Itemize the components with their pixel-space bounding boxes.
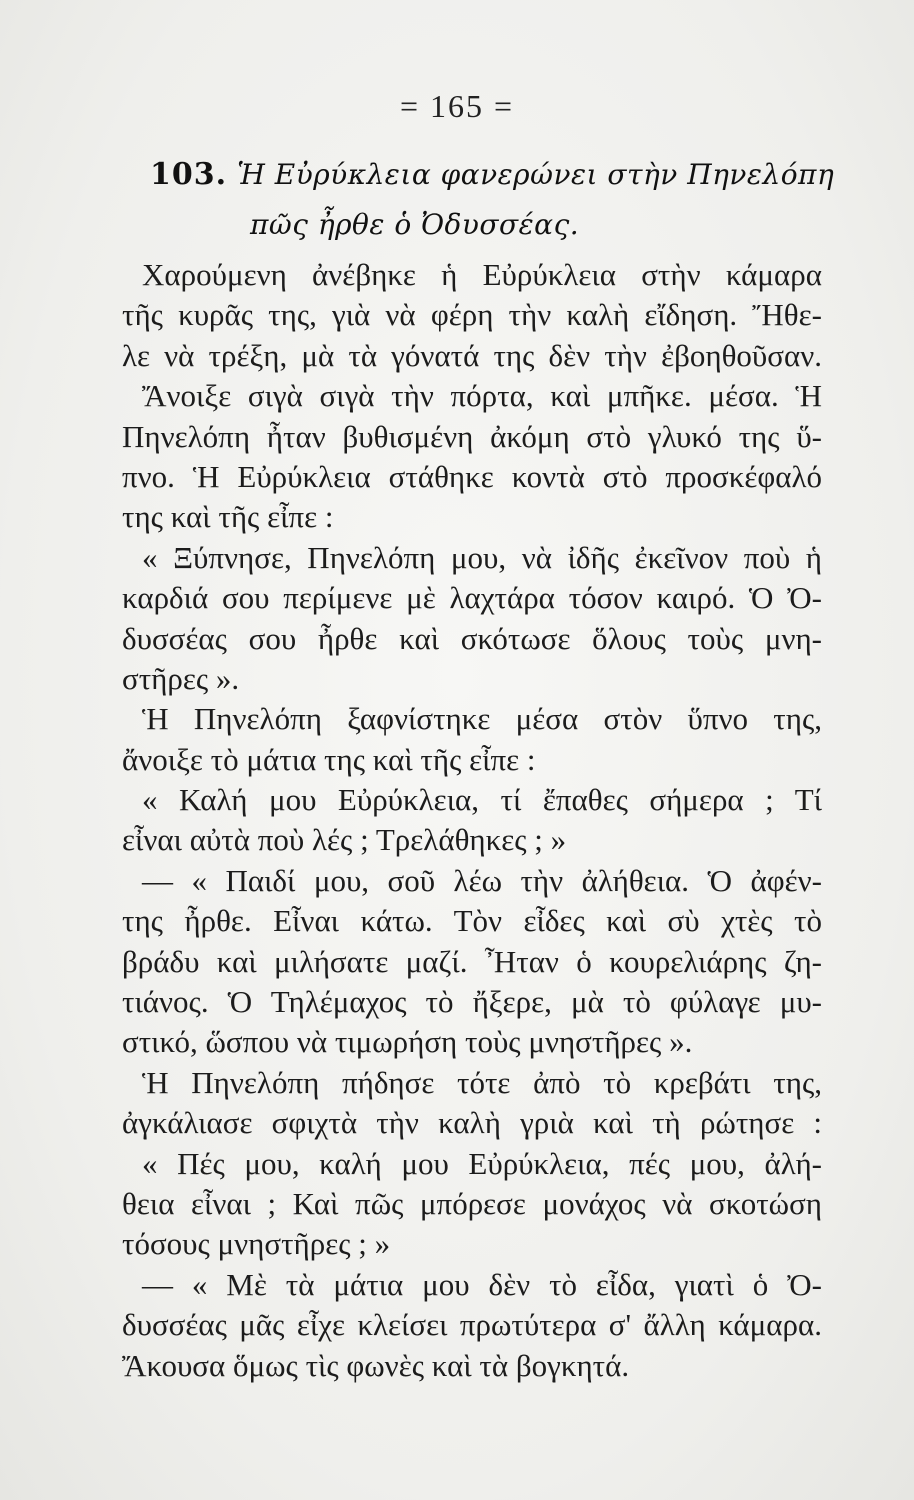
text-line: Ἡ Πηνελόπη πήδησε τότε ἀπὸ τὸ κρεβάτι της,: [142, 1064, 822, 1100]
page-number: = 165 =: [399, 88, 515, 124]
text-line: τιάνος. Ὁ Τηλέμαχος τὸ ἤξερε, μὰ τὸ φύλαγε μυ-: [122, 984, 822, 1020]
chapter-number: 103.: [150, 157, 228, 192]
text-line: ἄνοιξε τὸ μάτια της καὶ τῆς εἶπε :: [122, 741, 536, 777]
text-line: Πηνελόπη ἦταν βυθισμένη ἀκόμη στὸ γλυκό της ὕ-: [122, 418, 822, 454]
text-line: ἀγκάλιασε σφιχτὰ τὴν καλὴ γριὰ καὶ τὴ ρώτησε :: [122, 1105, 822, 1141]
text-line: καρδιά σου περίμενε μὲ λαχτάρα τόσον καιρό. Ὁ Ὀ-: [122, 580, 822, 616]
text-line: της ἦρθε. Εἶναι κάτω. Τὸν εἶδες καὶ σὺ χτὲς τὸ: [122, 903, 822, 939]
text-line: « Πές μου, καλή μου Εὐρύκλεια, πές μου, ἀλή-: [142, 1145, 822, 1181]
text-line: πνο. Ἡ Εὐρύκλεια στάθηκε κοντὰ στὸ προσκέφαλό: [122, 458, 822, 494]
body-text: [122, 255, 822, 1386]
text-line: « Καλή μου Εὐρύκλεια, τί ἔπαθες σήμερα ; Τί: [142, 782, 822, 818]
text-line: της καὶ τῆς εἶπε :: [122, 499, 334, 535]
text-line: — « Μὲ τὰ μάτια μου δὲν τὸ εἶδα, γιατὶ ὁ Ὀ-: [142, 1266, 822, 1302]
text-line: λε νὰ τρέξη, μὰ τὰ γόνατά της δὲν τὴν ἐβοηθοῦσαν.: [122, 337, 822, 373]
text-line: τῆς κυρᾶς της, γιὰ νὰ φέρη τὴν καλὴ εἴδηση. Ἤθε-: [122, 297, 822, 333]
text-line: εἶναι αὐτὰ ποὺ λές ; Τρελάθηκες ; »: [122, 822, 567, 858]
text-line: Ἄνοιξε σιγὰ σιγὰ τὴν πόρτα, καὶ μπῆκε. μέσα. Ἡ: [142, 378, 822, 414]
chapter-title-line-1: Ἡ Εὐρύκλεια φανερώνει στὴν Πηνελόπη: [237, 158, 835, 191]
text-line: θεια εἶναι ; Καὶ πῶς μπόρεσε μονάχος νὰ σκοτώση: [122, 1185, 822, 1221]
text-line: βράδυ καὶ μιλήσατε μαζί. Ἦταν ὁ κουρελιάρης ζη-: [122, 943, 822, 979]
chapter-title-line-2: πῶς ἦρθε ὁ Ὀδυσσέας.: [250, 208, 580, 241]
text-line: δυσσέας σου ἦρθε καὶ σκότωσε ὅλους τοὺς μνη-: [122, 620, 822, 656]
text-line: στικό, ὥσπου νὰ τιμωρήση τοὺς μνηστῆρες ».: [122, 1024, 693, 1060]
text-line: στῆρες ».: [122, 660, 240, 696]
text-line: « Ξύπνησε, Πηνελόπη μου, νὰ ἰδῆς ἐκεῖνον ποὺ ἡ: [142, 539, 822, 575]
text-line: Χαρούμενη ἀνέβηκε ἡ Εὐρύκλεια στὴν κάμαρα: [142, 257, 822, 292]
text-line: Ἄκουσα ὅμως τὶς φωνὲς καὶ τὰ βογκητά.: [122, 1347, 630, 1383]
chapter-heading: [150, 150, 870, 250]
text-line: — « Παιδί μου, σοῦ λέω τὴν ἀλήθεια. Ὁ ἀφέν-: [142, 862, 822, 898]
text-line: τόσους μνηστῆρες ; »: [122, 1226, 391, 1262]
text-line: Ἡ Πηνελόπη ξαφνίστηκε μέσα στὸν ὕπνο της,: [142, 701, 822, 737]
text-line: δυσσέας μᾶς εἶχε κλείσει πρωτύτερα σ' ἄλλη κάμαρα.: [122, 1307, 822, 1343]
